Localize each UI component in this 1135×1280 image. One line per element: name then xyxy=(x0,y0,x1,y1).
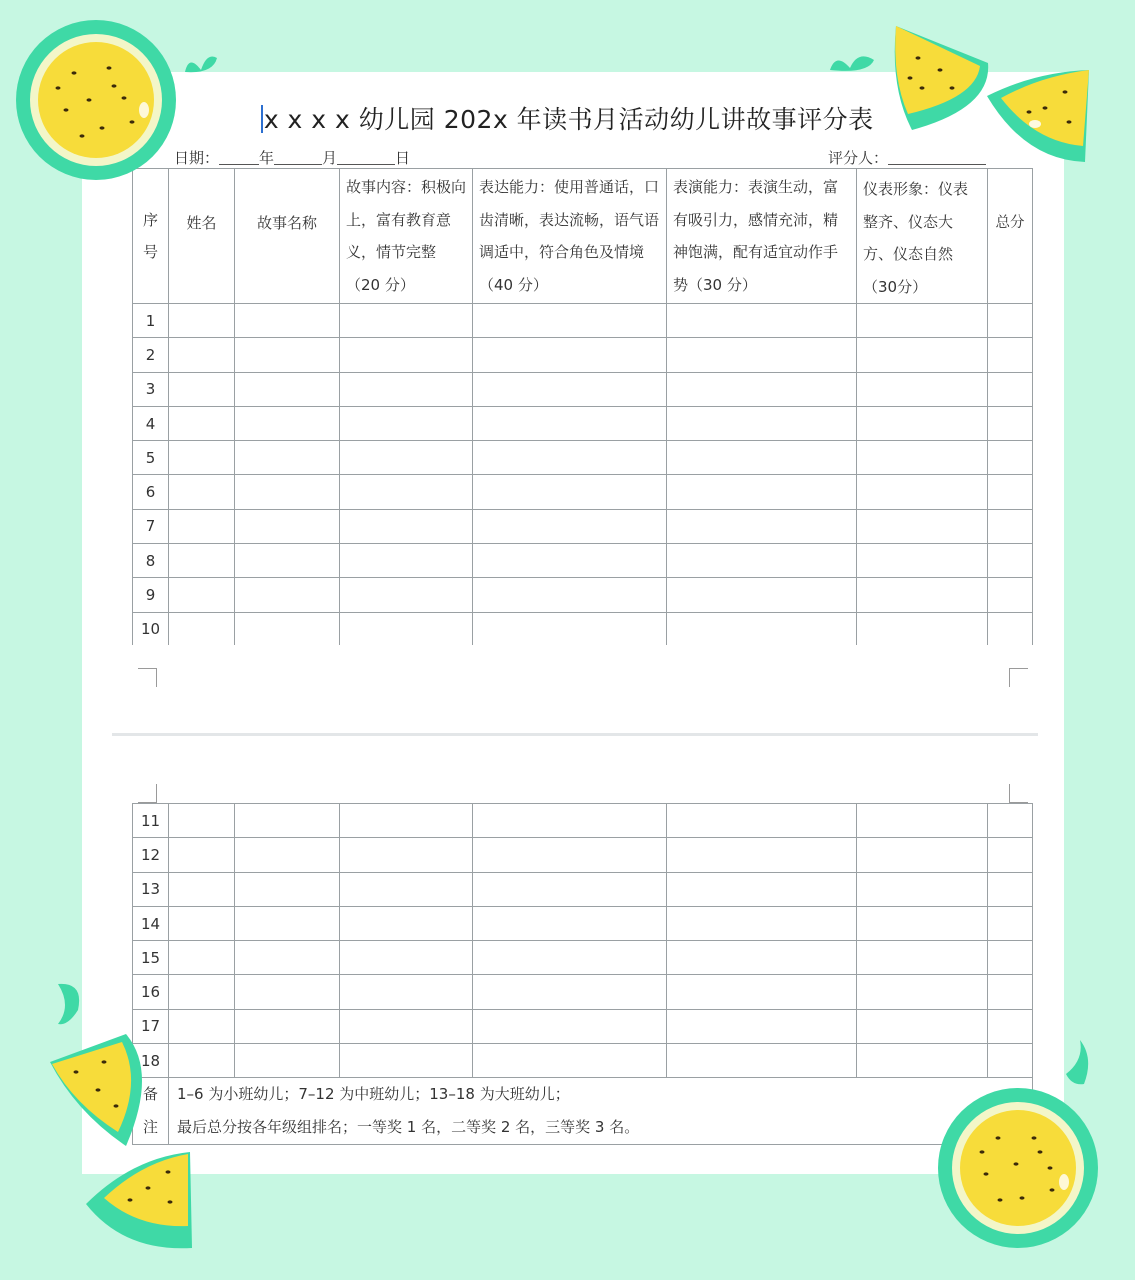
score-cell[interactable] xyxy=(857,544,988,578)
score-cell[interactable] xyxy=(667,872,857,906)
crop-mark xyxy=(138,668,157,687)
score-cell[interactable] xyxy=(235,544,340,578)
score-cell[interactable] xyxy=(988,804,1033,838)
table-row xyxy=(133,941,1033,975)
score-cell[interactable] xyxy=(988,578,1033,612)
page-break xyxy=(82,645,1064,803)
score-cell[interactable] xyxy=(473,1044,667,1078)
score-cell[interactable] xyxy=(235,804,340,838)
score-cell[interactable] xyxy=(667,838,857,872)
score-cell[interactable] xyxy=(667,406,857,440)
score-cell[interactable] xyxy=(667,941,857,975)
score-cell[interactable] xyxy=(169,372,235,406)
score-cell[interactable] xyxy=(988,838,1033,872)
score-cell[interactable] xyxy=(473,544,667,578)
score-cell[interactable] xyxy=(857,578,988,612)
score-cell[interactable] xyxy=(235,838,340,872)
table-row xyxy=(133,1009,1033,1043)
score-cell[interactable] xyxy=(235,1044,340,1078)
header-total: 总分 xyxy=(988,169,1033,304)
score-cell[interactable] xyxy=(473,441,667,475)
row-number: 17 xyxy=(133,1009,169,1043)
leaf-icon xyxy=(183,50,219,76)
score-cell[interactable] xyxy=(988,406,1033,440)
title-text: x x x x 幼儿园 202x 年读书月活动幼儿讲故事评分表 xyxy=(263,105,874,134)
score-cell[interactable] xyxy=(169,304,235,338)
score-cell[interactable] xyxy=(667,1044,857,1078)
score-cell[interactable] xyxy=(473,578,667,612)
score-cell[interactable] xyxy=(473,941,667,975)
leaf-icon xyxy=(1064,1038,1092,1088)
row-number: 14 xyxy=(133,906,169,940)
remarks-label: 备注 xyxy=(133,1078,169,1145)
score-cell[interactable] xyxy=(169,475,235,509)
score-cell[interactable] xyxy=(667,544,857,578)
score-cell[interactable] xyxy=(857,304,988,338)
month-blank xyxy=(274,150,322,165)
header-name: 姓名 xyxy=(169,169,235,304)
score-cell[interactable] xyxy=(235,338,340,372)
score-cell[interactable] xyxy=(235,372,340,406)
table-row xyxy=(133,304,1033,338)
table-row xyxy=(133,509,1033,543)
scorer-blank xyxy=(888,150,986,165)
score-cell[interactable] xyxy=(340,372,473,406)
remarks-row xyxy=(133,1078,1033,1145)
table-row xyxy=(133,372,1033,406)
score-cell[interactable] xyxy=(340,304,473,338)
score-cell[interactable] xyxy=(857,441,988,475)
score-cell[interactable] xyxy=(473,304,667,338)
day-label: 日 xyxy=(395,149,411,167)
remark-line-1: 1–6 为小班幼儿；7–12 为中班幼儿；13–18 为大班幼儿； xyxy=(177,1085,570,1104)
score-cell[interactable] xyxy=(473,906,667,940)
score-cell[interactable] xyxy=(857,975,988,1009)
score-cell[interactable] xyxy=(473,872,667,906)
table-row xyxy=(133,804,1033,838)
score-cell[interactable] xyxy=(988,906,1033,940)
score-cell[interactable] xyxy=(340,544,473,578)
score-cell[interactable] xyxy=(340,1044,473,1078)
table-row xyxy=(133,872,1033,906)
crop-mark xyxy=(1009,784,1028,803)
score-cell[interactable] xyxy=(988,872,1033,906)
score-cell[interactable] xyxy=(169,544,235,578)
table-row xyxy=(133,906,1033,940)
header-performance: 表演能力：表演生动，富有吸引力，感情充沛，精神饱满，配有适宜动作手势（30 分） xyxy=(667,169,857,304)
score-cell[interactable] xyxy=(473,406,667,440)
score-cell[interactable] xyxy=(340,941,473,975)
year-blank xyxy=(219,150,259,165)
row-number: 6 xyxy=(133,475,169,509)
crop-mark xyxy=(1009,668,1028,687)
score-cell[interactable] xyxy=(235,941,340,975)
score-cell[interactable] xyxy=(340,475,473,509)
score-cell[interactable] xyxy=(857,406,988,440)
score-cell[interactable] xyxy=(988,304,1033,338)
score-cell[interactable] xyxy=(667,509,857,543)
score-cell[interactable] xyxy=(340,906,473,940)
header-expression: 表达能力：使用普通话，口齿清晰，表达流畅，语气语调适中，符合角色及情境（40 分） xyxy=(473,169,667,304)
melon-wedge-icon xyxy=(888,18,998,136)
score-cell[interactable] xyxy=(857,838,988,872)
score-cell[interactable] xyxy=(235,475,340,509)
score-cell[interactable] xyxy=(169,612,235,646)
score-cell[interactable] xyxy=(857,1044,988,1078)
score-cell[interactable] xyxy=(169,1044,235,1078)
table-row xyxy=(133,578,1033,612)
score-table-page2 xyxy=(132,803,1033,1145)
melon-wedge-icon xyxy=(46,1032,158,1152)
score-cell[interactable] xyxy=(473,338,667,372)
score-cell[interactable] xyxy=(235,612,340,646)
score-cell[interactable] xyxy=(857,804,988,838)
table-row xyxy=(133,441,1033,475)
table-row xyxy=(133,406,1033,440)
score-cell[interactable] xyxy=(473,475,667,509)
score-cell[interactable] xyxy=(169,509,235,543)
score-cell[interactable] xyxy=(988,544,1033,578)
score-cell[interactable] xyxy=(857,372,988,406)
score-cell[interactable] xyxy=(169,872,235,906)
header-appearance: 仪表形象：仪表整齐、仪态大方、仪态自然（30分） xyxy=(857,169,988,304)
score-cell[interactable] xyxy=(169,578,235,612)
score-cell[interactable] xyxy=(169,941,235,975)
crop-mark xyxy=(138,784,157,803)
row-number: 1 xyxy=(133,304,169,338)
header-seq: 序号 xyxy=(133,169,169,304)
score-cell[interactable] xyxy=(988,941,1033,975)
score-cell[interactable] xyxy=(988,372,1033,406)
month-label: 月 xyxy=(322,149,338,167)
score-cell[interactable] xyxy=(988,475,1033,509)
score-cell[interactable] xyxy=(340,1009,473,1043)
text-cursor xyxy=(261,105,263,133)
score-cell[interactable] xyxy=(473,372,667,406)
score-cell[interactable] xyxy=(667,1009,857,1043)
leaf-icon xyxy=(828,50,876,74)
score-cell[interactable] xyxy=(340,338,473,372)
score-cell[interactable] xyxy=(169,804,235,838)
score-cell[interactable] xyxy=(988,1009,1033,1043)
row-number: 10 xyxy=(133,612,169,646)
score-cell[interactable] xyxy=(340,838,473,872)
score-cell[interactable] xyxy=(235,509,340,543)
score-cell[interactable] xyxy=(169,838,235,872)
melon-wedge-icon xyxy=(84,1148,196,1252)
table-row xyxy=(133,338,1033,372)
table-row xyxy=(133,475,1033,509)
score-cell[interactable] xyxy=(169,906,235,940)
score-cell[interactable] xyxy=(235,1009,340,1043)
score-cell[interactable] xyxy=(857,338,988,372)
score-cell[interactable] xyxy=(667,804,857,838)
score-cell[interactable] xyxy=(473,1009,667,1043)
remark-line-2: 最后总分按各年级组排名；一等奖 1 名，二等奖 2 名，三等奖 3 名。 xyxy=(177,1118,640,1137)
row-number: 5 xyxy=(133,441,169,475)
score-cell[interactable] xyxy=(667,906,857,940)
score-cell[interactable] xyxy=(857,906,988,940)
row-number: 8 xyxy=(133,544,169,578)
score-cell[interactable] xyxy=(988,441,1033,475)
score-cell[interactable] xyxy=(340,804,473,838)
score-cell[interactable] xyxy=(988,338,1033,372)
date-label: 日期： xyxy=(174,149,220,167)
table-row xyxy=(133,975,1033,1009)
score-cell[interactable] xyxy=(473,509,667,543)
score-cell[interactable] xyxy=(667,975,857,1009)
row-number: 3 xyxy=(133,372,169,406)
score-cell[interactable] xyxy=(340,441,473,475)
score-cell[interactable] xyxy=(473,804,667,838)
score-cell[interactable] xyxy=(169,338,235,372)
row-number: 15 xyxy=(133,941,169,975)
row-number: 9 xyxy=(133,578,169,612)
header-content: 故事内容：积极向上，富有教育意义，情节完整（20 分） xyxy=(340,169,473,304)
score-cell[interactable] xyxy=(169,1009,235,1043)
row-number: 12 xyxy=(133,838,169,872)
score-cell[interactable] xyxy=(169,406,235,440)
score-cell[interactable] xyxy=(235,975,340,1009)
score-cell[interactable] xyxy=(473,612,667,646)
day-blank xyxy=(337,150,395,165)
score-cell[interactable] xyxy=(667,338,857,372)
score-cell[interactable] xyxy=(473,838,667,872)
score-cell[interactable] xyxy=(988,509,1033,543)
score-table-page1 xyxy=(132,168,1033,647)
row-number: 7 xyxy=(133,509,169,543)
score-cell[interactable] xyxy=(340,612,473,646)
leaf-icon xyxy=(54,980,88,1028)
score-cell[interactable] xyxy=(235,872,340,906)
remarks-content xyxy=(169,1078,1033,1145)
melon-wedge-icon xyxy=(985,66,1095,166)
score-cell[interactable] xyxy=(169,975,235,1009)
score-cell[interactable] xyxy=(667,304,857,338)
score-cell[interactable] xyxy=(340,872,473,906)
score-cell[interactable] xyxy=(340,975,473,1009)
score-cell[interactable] xyxy=(988,1044,1033,1078)
score-cell[interactable] xyxy=(235,441,340,475)
melon-slice-icon xyxy=(14,18,179,183)
year-label: 年 xyxy=(259,149,275,167)
score-cell[interactable] xyxy=(667,475,857,509)
row-number: 18 xyxy=(133,1044,169,1078)
score-cell[interactable] xyxy=(340,406,473,440)
score-cell[interactable] xyxy=(857,475,988,509)
table-row xyxy=(133,544,1033,578)
row-number: 4 xyxy=(133,406,169,440)
score-cell[interactable] xyxy=(667,372,857,406)
score-cell[interactable] xyxy=(988,612,1033,646)
header-row xyxy=(133,169,1033,304)
scorer-label: 评分人： xyxy=(828,149,889,167)
melon-slice-icon xyxy=(936,1086,1100,1250)
score-cell[interactable] xyxy=(857,872,988,906)
score-cell[interactable] xyxy=(340,578,473,612)
score-cell[interactable] xyxy=(667,612,857,646)
score-cell[interactable] xyxy=(235,906,340,940)
table-row xyxy=(133,1044,1033,1078)
score-cell[interactable] xyxy=(667,578,857,612)
header-story: 故事名称 xyxy=(235,169,340,304)
table-row xyxy=(133,838,1033,872)
row-number: 11 xyxy=(133,804,169,838)
score-cell[interactable] xyxy=(169,441,235,475)
row-number: 16 xyxy=(133,975,169,1009)
score-cell[interactable] xyxy=(235,406,340,440)
scorer-field xyxy=(828,147,986,168)
score-cell[interactable] xyxy=(473,975,667,1009)
score-cell[interactable] xyxy=(857,612,988,646)
score-cell[interactable] xyxy=(340,509,473,543)
table-row xyxy=(133,612,1033,646)
score-cell[interactable] xyxy=(235,304,340,338)
score-cell[interactable] xyxy=(857,941,988,975)
score-cell[interactable] xyxy=(988,975,1033,1009)
score-cell[interactable] xyxy=(857,1009,988,1043)
row-number: 13 xyxy=(133,872,169,906)
date-field xyxy=(174,147,410,168)
score-cell[interactable] xyxy=(235,578,340,612)
page-separator xyxy=(112,733,1038,736)
score-cell[interactable] xyxy=(667,441,857,475)
row-number: 2 xyxy=(133,338,169,372)
score-cell[interactable] xyxy=(857,509,988,543)
